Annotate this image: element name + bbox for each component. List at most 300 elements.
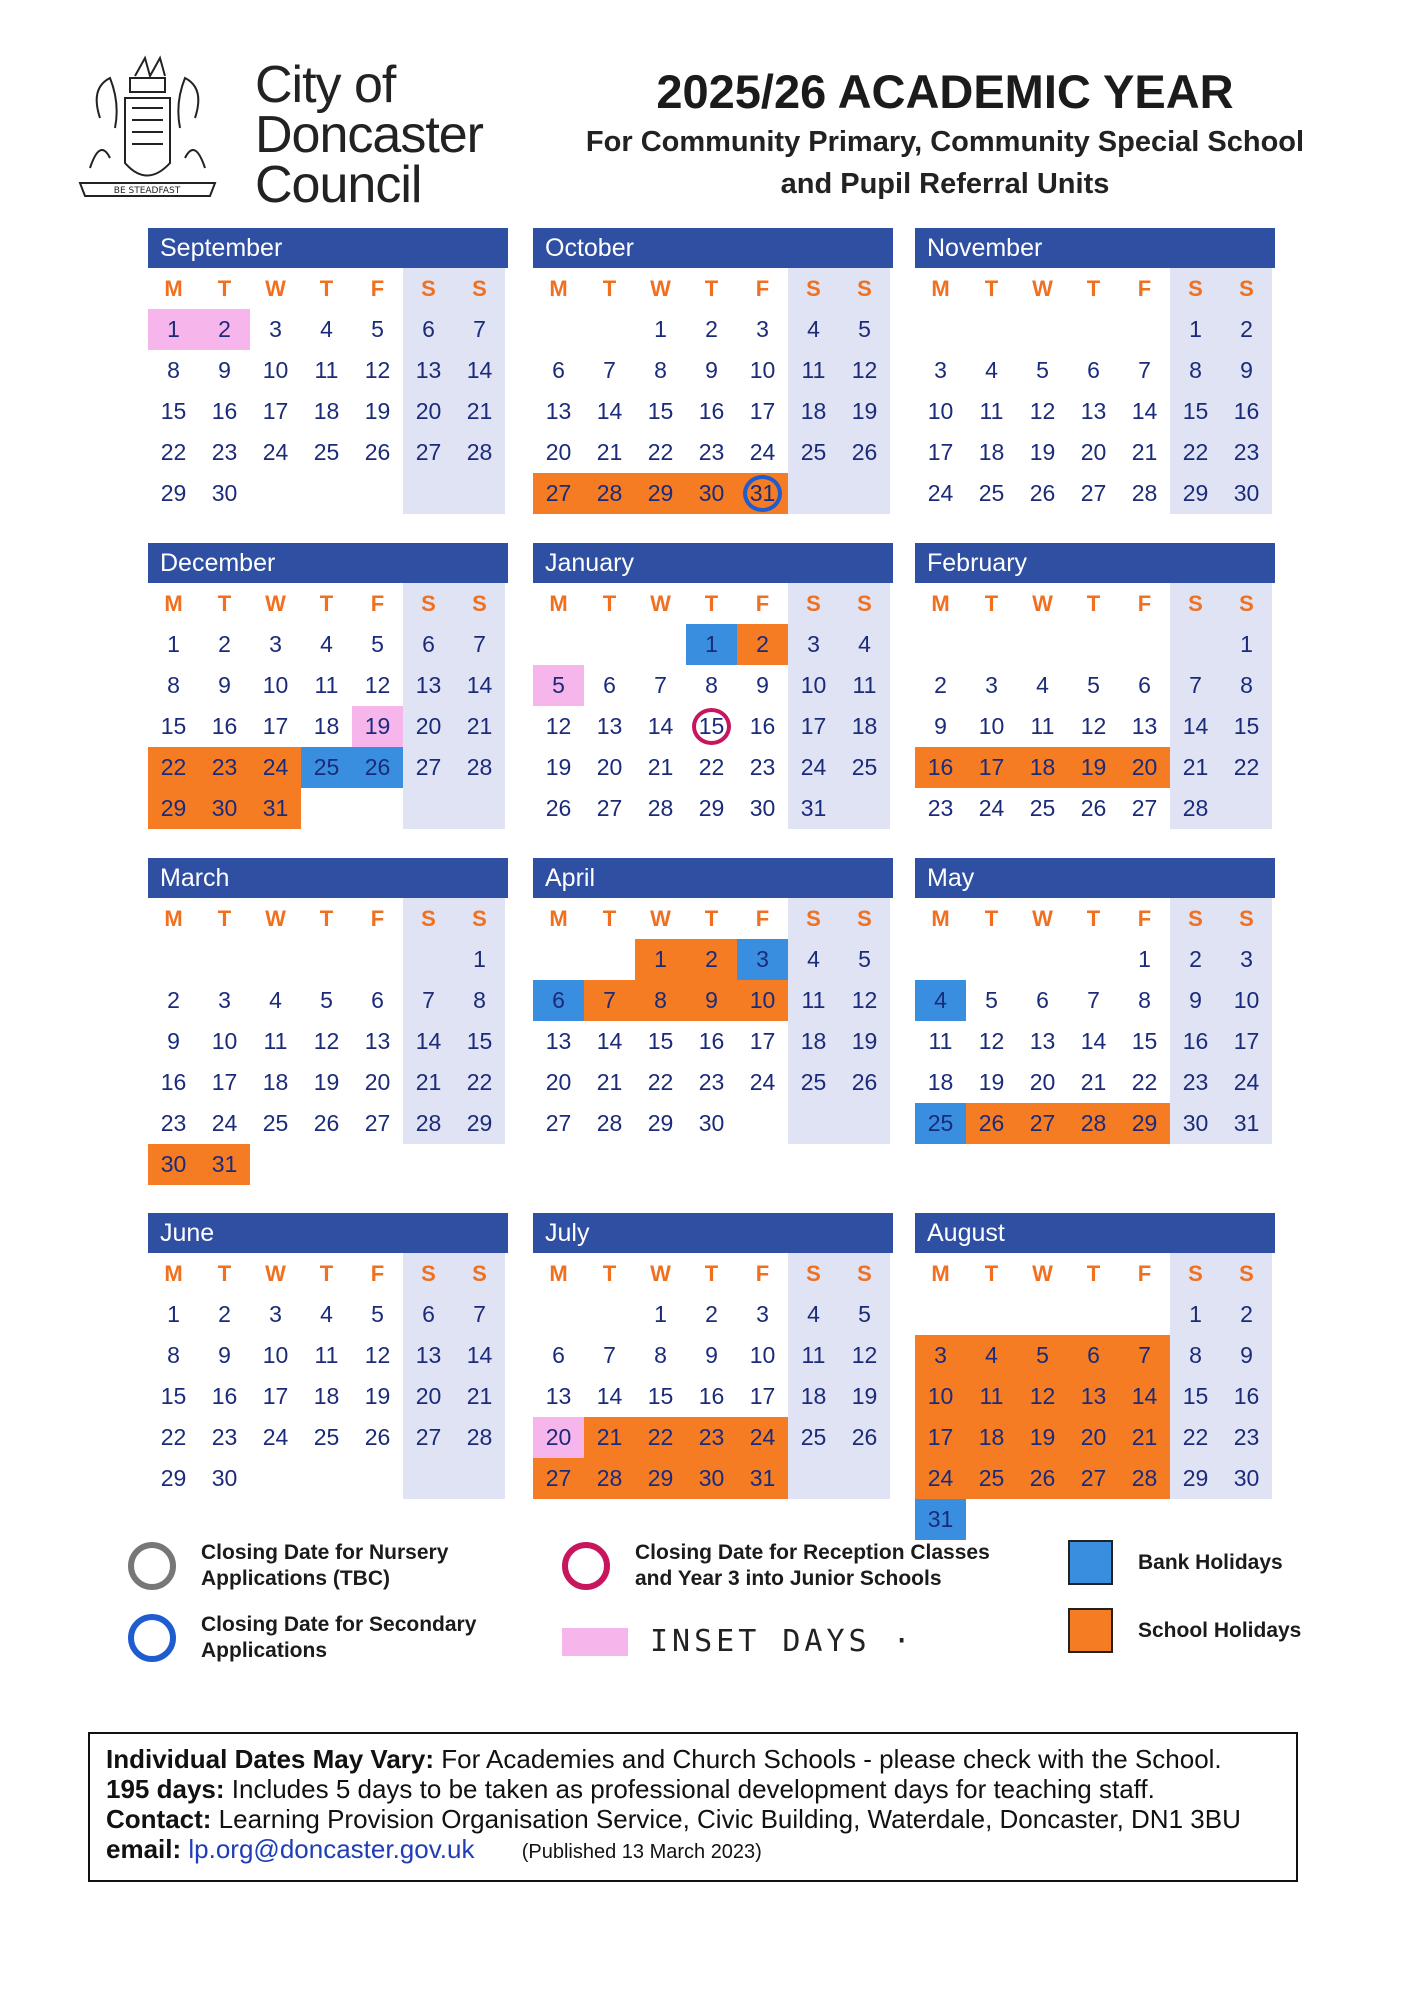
- month-header: July: [533, 1213, 893, 1253]
- weekday-header: T: [984, 905, 999, 931]
- calendar-day: 12: [839, 1335, 890, 1376]
- month-days-grid: [533, 898, 893, 1144]
- calendar-day: 15: [1170, 391, 1221, 432]
- calendar-day: 24: [211, 1110, 238, 1136]
- calendar-day: 17: [749, 1383, 776, 1409]
- calendar-day: 15: [1170, 1376, 1221, 1417]
- calendar-day: 22: [635, 1417, 686, 1458]
- calendar-day: 11: [839, 665, 890, 706]
- calendar-day: 26: [839, 1062, 890, 1103]
- empty-day-cell: [250, 1458, 301, 1499]
- empty-day-cell: [966, 939, 1017, 980]
- weekday-header: W: [1032, 1260, 1053, 1286]
- legend-nursery: [128, 1540, 448, 1592]
- empty-day-cell: [966, 1294, 1017, 1335]
- calendar-day: 8: [1221, 665, 1272, 706]
- calendar-day: 24: [749, 439, 776, 465]
- calendar-day: 6: [533, 980, 584, 1021]
- empty-day-cell: [1017, 309, 1068, 350]
- calendar-day: 20: [403, 1376, 454, 1417]
- empty-day-cell: [301, 473, 352, 514]
- calendar-day: 14: [647, 713, 674, 739]
- calendar-day: 10: [915, 1376, 966, 1417]
- weekday-header: M: [931, 905, 950, 931]
- calendar-day: 24: [1221, 1062, 1272, 1103]
- weekday-header: S: [403, 583, 454, 624]
- info-text: Learning Provision Organisation Service, Civic Building, Waterdale, Doncaster, DN1 3BU: [218, 1804, 1241, 1834]
- calendar-day: 10: [211, 1028, 238, 1054]
- calendar-day: 7: [454, 1294, 505, 1335]
- calendar-day: 7: [454, 624, 505, 665]
- weekday-header: T: [1086, 590, 1101, 616]
- closing-date-ring: [692, 708, 731, 745]
- month-days-grid: [915, 268, 1275, 514]
- calendar-day: 27: [1131, 795, 1158, 821]
- legend-school: [1068, 1608, 1301, 1653]
- month-days-grid: [915, 1253, 1275, 1540]
- month-days-grid: [533, 268, 893, 514]
- calendar-day: 30: [749, 795, 776, 821]
- weekday-header: T: [704, 275, 719, 301]
- calendar-day: 14: [1119, 1376, 1170, 1417]
- calendar-day: 5: [985, 987, 998, 1013]
- calendar-day: 26: [839, 432, 890, 473]
- calendar-day: 28: [1068, 1103, 1119, 1144]
- calendar-day: 21: [1119, 1417, 1170, 1458]
- calendar-day: 27: [1080, 480, 1107, 506]
- calendar-day: 20: [403, 391, 454, 432]
- weekday-header: F: [755, 590, 770, 616]
- calendar-day: 9: [1170, 980, 1221, 1021]
- calendar-day: 11: [314, 1342, 339, 1368]
- calendar-day: 13: [364, 1028, 391, 1054]
- calendar-day: 2: [934, 672, 947, 698]
- calendar-day: 5: [839, 1294, 890, 1335]
- calendar-day: 4: [1036, 672, 1049, 698]
- calendar-day: 15: [160, 398, 187, 424]
- calendar-day: 29: [635, 1458, 686, 1499]
- calendar-day: 25: [788, 432, 839, 473]
- month-april: [533, 858, 893, 1144]
- calendar-day: 28: [454, 747, 505, 788]
- calendar-day: 22: [1131, 1069, 1158, 1095]
- month-days-grid: [533, 583, 893, 829]
- empty-day-cell: [584, 624, 635, 665]
- calendar-day: 3: [915, 1335, 966, 1376]
- calendar-day: 10: [749, 1342, 776, 1368]
- info-line-days: [106, 1774, 1280, 1804]
- calendar-day: 24: [262, 439, 289, 465]
- weekday-header: M: [164, 1260, 183, 1286]
- calendar-day: 20: [1029, 1069, 1056, 1095]
- calendar-day: 4: [788, 309, 839, 350]
- weekday-header: S: [1221, 1253, 1272, 1294]
- calendar-day: 6: [403, 1294, 454, 1335]
- empty-day-cell: [839, 1103, 890, 1144]
- calendar-day: 22: [1170, 432, 1221, 473]
- empty-day-cell: [1221, 788, 1272, 829]
- calendar-day: 21: [647, 754, 674, 780]
- weekday-header: W: [265, 905, 286, 931]
- calendar-day: 2: [686, 939, 737, 980]
- empty-day-cell: [403, 788, 454, 829]
- calendar-day: 4: [966, 1335, 1017, 1376]
- calendar-day: 24: [927, 480, 954, 506]
- calendar-day: 4: [915, 980, 966, 1021]
- weekday-header: F: [755, 1260, 770, 1286]
- calendar-day: 7: [1170, 665, 1221, 706]
- orange-square-icon: [1068, 1608, 1113, 1653]
- month-days-grid: [148, 583, 508, 829]
- month-header: November: [915, 228, 1275, 268]
- calendar-day: 8: [654, 357, 667, 383]
- calendar-day: 18: [927, 1069, 954, 1095]
- info-text: Includes 5 days to be taken as professional development days for teaching staff.: [231, 1774, 1155, 1804]
- calendar-day: 5: [320, 987, 333, 1013]
- calendar-day: 9: [686, 980, 737, 1021]
- empty-day-cell: [1170, 624, 1221, 665]
- calendar-day: 21: [454, 1376, 505, 1417]
- calendar-day: 26: [966, 1103, 1017, 1144]
- empty-day-cell: [1068, 939, 1119, 980]
- calendar-day: 13: [596, 713, 623, 739]
- weekday-header: T: [984, 590, 999, 616]
- legend-secondary: [128, 1612, 476, 1664]
- calendar-day: 23: [199, 747, 250, 788]
- calendar-day: 6: [1036, 987, 1049, 1013]
- calendar-day: 16: [915, 747, 966, 788]
- weekday-header: W: [1032, 905, 1053, 931]
- calendar-day: 2: [218, 1301, 231, 1327]
- calendar-day: 16: [1221, 391, 1272, 432]
- calendar-day: 11: [966, 1376, 1017, 1417]
- empty-day-cell: [250, 1144, 301, 1185]
- calendar-day: 5: [839, 939, 890, 980]
- calendar-day: 6: [1068, 1335, 1119, 1376]
- calendar-day: 20: [403, 706, 454, 747]
- calendar-day: 17: [262, 1383, 289, 1409]
- weekday-header: S: [839, 268, 890, 309]
- calendar-day: 1: [635, 939, 686, 980]
- weekday-header: S: [1221, 898, 1272, 939]
- calendar-day: 31: [788, 788, 839, 829]
- empty-day-cell: [966, 309, 1017, 350]
- crest-motto: BE STEADFAST: [113, 186, 181, 196]
- calendar-day: 9: [1221, 1335, 1272, 1376]
- calendar-day: 16: [1170, 1021, 1221, 1062]
- calendar-day: 31: [199, 1144, 250, 1185]
- calendar-day: 30: [698, 1110, 725, 1136]
- calendar-day: 31: [915, 1499, 966, 1540]
- calendar-day: 12: [1017, 1376, 1068, 1417]
- calendar-day: 30: [1221, 1458, 1272, 1499]
- empty-day-cell: [533, 1294, 584, 1335]
- calendar-day: 22: [160, 439, 187, 465]
- empty-day-cell: [1017, 1294, 1068, 1335]
- calendar-day: 13: [1131, 713, 1158, 739]
- calendar-day: 20: [364, 1069, 391, 1095]
- weekday-header: T: [217, 905, 232, 931]
- calendar-day: 4: [269, 987, 282, 1013]
- calendar-day: 26: [313, 1110, 340, 1136]
- weekday-header: T: [602, 905, 617, 931]
- empty-day-cell: [352, 788, 403, 829]
- weekday-header: F: [370, 905, 385, 931]
- month-may: [915, 858, 1275, 1144]
- calendar-day: 27: [403, 747, 454, 788]
- calendar-day: 1: [1221, 624, 1272, 665]
- calendar-day: 11: [1030, 713, 1055, 739]
- calendar-day: 20: [1119, 747, 1170, 788]
- calendar-day: 13: [545, 1028, 572, 1054]
- calendar-day: 15: [686, 706, 737, 747]
- email-link[interactable]: lp.org@doncaster.gov.uk: [188, 1834, 475, 1864]
- empty-day-cell: [966, 624, 1017, 665]
- title-block: [530, 64, 1360, 203]
- empty-day-cell: [915, 1294, 966, 1335]
- empty-day-cell: [1068, 1499, 1119, 1540]
- calendar-day: 11: [263, 1028, 288, 1054]
- empty-day-cell: [788, 473, 839, 514]
- council-name-line: Council: [255, 156, 422, 214]
- empty-day-cell: [584, 1294, 635, 1335]
- calendar-day: 7: [1138, 357, 1151, 383]
- calendar-day: 13: [403, 350, 454, 391]
- calendar-day: 23: [686, 1417, 737, 1458]
- calendar-day: 8: [167, 357, 180, 383]
- calendar-day: 2: [705, 1301, 718, 1327]
- weekday-header: S: [1170, 1253, 1221, 1294]
- empty-day-cell: [1017, 1499, 1068, 1540]
- calendar-day: 12: [364, 672, 391, 698]
- calendar-day: 26: [1017, 1458, 1068, 1499]
- calendar-day: 28: [1170, 788, 1221, 829]
- empty-day-cell: [839, 788, 890, 829]
- calendar-day: 18: [966, 1417, 1017, 1458]
- calendar-day: 5: [371, 316, 384, 342]
- weekday-header: F: [1137, 275, 1152, 301]
- calendar-day: 23: [1221, 432, 1272, 473]
- month-header: May: [915, 858, 1275, 898]
- calendar-day: 11: [928, 1028, 953, 1054]
- calendar-day: 8: [167, 672, 180, 698]
- calendar-day: 11: [788, 350, 839, 391]
- legend-nursery-label: Closing Date for Nursery Applications (TBC): [201, 1541, 449, 1590]
- empty-day-cell: [1119, 1499, 1170, 1540]
- empty-day-cell: [1170, 1499, 1221, 1540]
- calendar-day: 29: [454, 1103, 505, 1144]
- month-days-grid: [148, 1253, 508, 1499]
- calendar-day: 15: [647, 1383, 674, 1409]
- calendar-day: 24: [788, 747, 839, 788]
- calendar-day: 25: [1029, 795, 1056, 821]
- weekday-header: T: [217, 275, 232, 301]
- calendar-day: 4: [788, 1294, 839, 1335]
- calendar-day: 24: [749, 1069, 776, 1095]
- calendar-day: 18: [978, 439, 1005, 465]
- weekday-header: T: [319, 590, 334, 616]
- calendar-day: 25: [788, 1062, 839, 1103]
- calendar-day: 31: [737, 1458, 788, 1499]
- calendar-day: 1: [148, 309, 199, 350]
- month-september: [148, 228, 508, 514]
- calendar-day: 4: [320, 1301, 333, 1327]
- calendar-day: 20: [545, 1069, 572, 1095]
- calendar-day: 19: [1029, 439, 1056, 465]
- empty-day-cell: [352, 1458, 403, 1499]
- calendar-day: 12: [1080, 713, 1107, 739]
- calendar-day: 14: [403, 1021, 454, 1062]
- calendar-day: 16: [698, 398, 725, 424]
- calendar-day: 1: [167, 1301, 180, 1327]
- calendar-day: 26: [1029, 480, 1056, 506]
- calendar-day: 19: [1068, 747, 1119, 788]
- empty-day-cell: [788, 1458, 839, 1499]
- calendar-day: 1: [167, 631, 180, 657]
- published-date: (Published 13 March 2023): [521, 1841, 762, 1863]
- calendar-day: 9: [705, 357, 718, 383]
- calendar-day: 13: [1080, 398, 1107, 424]
- calendar-day: 2: [167, 987, 180, 1013]
- calendar-day: 12: [364, 1342, 391, 1368]
- calendar-day: 11: [979, 398, 1004, 424]
- calendar-day: 16: [749, 713, 776, 739]
- calendar-day: 6: [603, 672, 616, 698]
- calendar-day: 5: [839, 309, 890, 350]
- calendar-day: 7: [584, 980, 635, 1021]
- calendar-day: 27: [596, 795, 623, 821]
- empty-day-cell: [301, 788, 352, 829]
- calendar-day: 9: [218, 672, 231, 698]
- calendar-day: 25: [313, 439, 340, 465]
- calendar-day: 18: [1017, 747, 1068, 788]
- empty-day-cell: [403, 939, 454, 980]
- calendar-day: 21: [596, 1069, 623, 1095]
- month-header: December: [148, 543, 508, 583]
- weekday-header: T: [217, 1260, 232, 1286]
- calendar-day: 26: [839, 1417, 890, 1458]
- empty-day-cell: [915, 309, 966, 350]
- month-header: June: [148, 1213, 508, 1253]
- grey-circle-icon: [128, 1542, 176, 1590]
- calendar-day: 17: [749, 398, 776, 424]
- calendar-day: 19: [839, 391, 890, 432]
- calendar-day: 8: [705, 672, 718, 698]
- empty-day-cell: [1017, 939, 1068, 980]
- calendar-day: 17: [788, 706, 839, 747]
- empty-day-cell: [533, 939, 584, 980]
- calendar-day: 2: [705, 316, 718, 342]
- calendar-day: 10: [737, 980, 788, 1021]
- calendar-day: 6: [403, 624, 454, 665]
- weekday-header: T: [217, 590, 232, 616]
- empty-day-cell: [352, 473, 403, 514]
- calendar-day: 22: [1170, 1417, 1221, 1458]
- calendar-day: 14: [1080, 1028, 1107, 1054]
- calendar-day: 11: [788, 1335, 839, 1376]
- weekday-header: S: [454, 268, 505, 309]
- calendar-day: 24: [250, 747, 301, 788]
- calendar-day: 11: [314, 357, 339, 383]
- calendar-day: 18: [313, 398, 340, 424]
- calendar-day: 27: [545, 1110, 572, 1136]
- calendar-day: 19: [839, 1376, 890, 1417]
- weekday-header: T: [984, 1260, 999, 1286]
- calendar-day: 23: [698, 1069, 725, 1095]
- empty-day-cell: [301, 1144, 352, 1185]
- calendar-day: 14: [1170, 706, 1221, 747]
- weekday-header: S: [403, 1253, 454, 1294]
- calendar-day: 22: [454, 1062, 505, 1103]
- calendar-day: 4: [788, 939, 839, 980]
- calendar-day: 12: [364, 357, 391, 383]
- calendar-day: 31: [737, 473, 788, 514]
- calendar-day: 13: [403, 1335, 454, 1376]
- calendar-day: 22: [1221, 747, 1272, 788]
- calendar-day: 25: [788, 1417, 839, 1458]
- calendar-day: 10: [978, 713, 1005, 739]
- calendar-day: 23: [749, 754, 776, 780]
- weekday-header: F: [370, 590, 385, 616]
- calendar-day: 19: [352, 706, 403, 747]
- calendar-day: 29: [160, 1465, 187, 1491]
- calendar-day: 10: [788, 665, 839, 706]
- calendar-day: 30: [199, 788, 250, 829]
- calendar-day: 15: [160, 1383, 187, 1409]
- weekday-header: T: [602, 275, 617, 301]
- month-days-grid: [915, 898, 1275, 1144]
- calendar-day: 14: [454, 665, 505, 706]
- calendar-day: 5: [371, 631, 384, 657]
- calendar-day: 29: [1119, 1103, 1170, 1144]
- calendar-day: 30: [1221, 473, 1272, 514]
- calendar-day: 14: [454, 350, 505, 391]
- calendar-day: 17: [211, 1069, 238, 1095]
- empty-day-cell: [635, 624, 686, 665]
- month-august: [915, 1213, 1275, 1540]
- weekday-header: T: [602, 1260, 617, 1286]
- empty-day-cell: [533, 309, 584, 350]
- month-november: [915, 228, 1275, 514]
- calendar-day: 12: [313, 1028, 340, 1054]
- calendar-day: 10: [749, 357, 776, 383]
- weekday-header: M: [549, 590, 568, 616]
- calendar-day: 18: [313, 1383, 340, 1409]
- calendar-day: 17: [749, 1028, 776, 1054]
- calendar-day: 1: [686, 624, 737, 665]
- calendar-day: 10: [927, 398, 954, 424]
- calendar-day: 28: [454, 1417, 505, 1458]
- calendar-day: 24: [978, 795, 1005, 821]
- calendar-day: 28: [584, 473, 635, 514]
- calendar-day: 15: [1221, 706, 1272, 747]
- calendar-day: 21: [584, 1417, 635, 1458]
- calendar-day: 19: [364, 1383, 391, 1409]
- calendar-day: 6: [371, 987, 384, 1013]
- empty-day-cell: [839, 473, 890, 514]
- calendar-day: 25: [978, 480, 1005, 506]
- calendar-day: 8: [167, 1342, 180, 1368]
- info-label: 195 days:: [106, 1774, 225, 1804]
- calendar-day: 19: [1017, 1417, 1068, 1458]
- calendar-day: 13: [1029, 1028, 1056, 1054]
- info-label: Individual Dates May Vary:: [106, 1744, 435, 1774]
- calendar-day: 7: [603, 357, 616, 383]
- calendar-day: 22: [647, 1069, 674, 1095]
- calendar-day: 31: [1221, 1103, 1272, 1144]
- weekday-header: W: [265, 1260, 286, 1286]
- council-branding: [70, 48, 490, 218]
